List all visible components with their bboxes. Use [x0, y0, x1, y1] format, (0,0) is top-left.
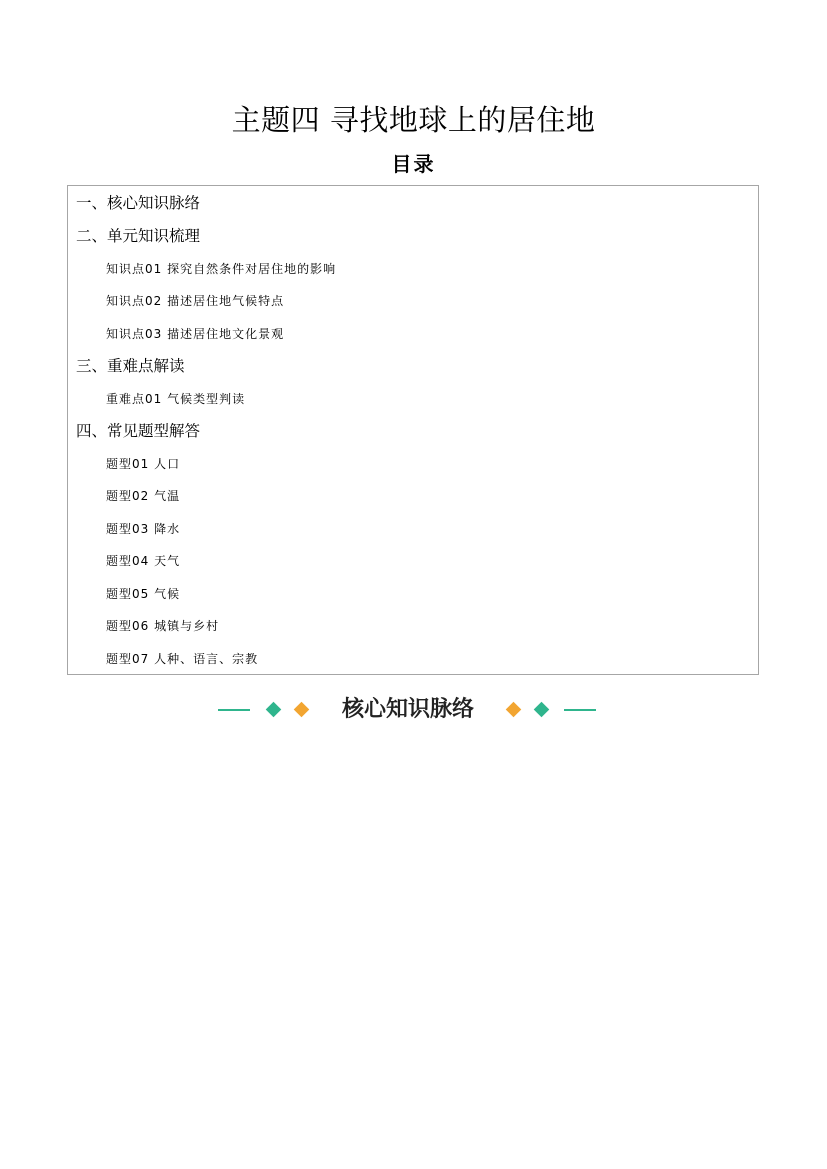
toc-section-question-types[interactable]: 四、常见题型解答: [76, 422, 201, 440]
toc-section-unit-review[interactable]: 二、单元知识梳理: [76, 227, 201, 245]
banner-right-line: [564, 709, 596, 711]
banner-left-line: [218, 709, 250, 711]
green-diamond-icon: [266, 702, 282, 718]
toc-item-type-04[interactable]: 题型04 天气: [106, 554, 181, 568]
toc-section-key-points[interactable]: 三、重难点解读: [76, 357, 185, 375]
section-title: 核心知识脉络: [341, 697, 474, 722]
toc-item-type-06[interactable]: 题型06 城镇与乡村: [106, 619, 220, 633]
toc-item-type-02[interactable]: 题型02 气温: [106, 489, 181, 503]
table-of-contents: [67, 185, 759, 675]
orange-diamond-icon: [294, 702, 310, 718]
toc-section-core-knowledge[interactable]: 一、核心知识脉络: [76, 194, 201, 212]
section-banner: [0, 693, 827, 727]
toc-item-type-01[interactable]: 题型01 人口: [106, 457, 181, 471]
toc-heading: 目录: [391, 152, 436, 176]
toc-item-knowledge-01[interactable]: 知识点01 探究自然条件对居住地的影响: [106, 262, 337, 276]
toc-item-knowledge-03[interactable]: 知识点03 描述居住地文化景观: [106, 327, 285, 341]
green-diamond-icon: [534, 702, 550, 718]
toc-item-type-07[interactable]: 题型07 人种、语言、宗教: [106, 652, 259, 666]
toc-item-knowledge-02[interactable]: 知识点02 描述居住地气候特点: [106, 294, 285, 308]
orange-diamond-icon: [506, 702, 522, 718]
toc-item-type-05[interactable]: 题型05 气候: [106, 587, 181, 601]
toc-item-type-03[interactable]: 题型03 降水: [106, 522, 181, 536]
toc-item-key-point-01[interactable]: 重难点01 气候类型判读: [106, 392, 246, 406]
page-title: 主题四 寻找地球上的居住地: [231, 103, 596, 137]
